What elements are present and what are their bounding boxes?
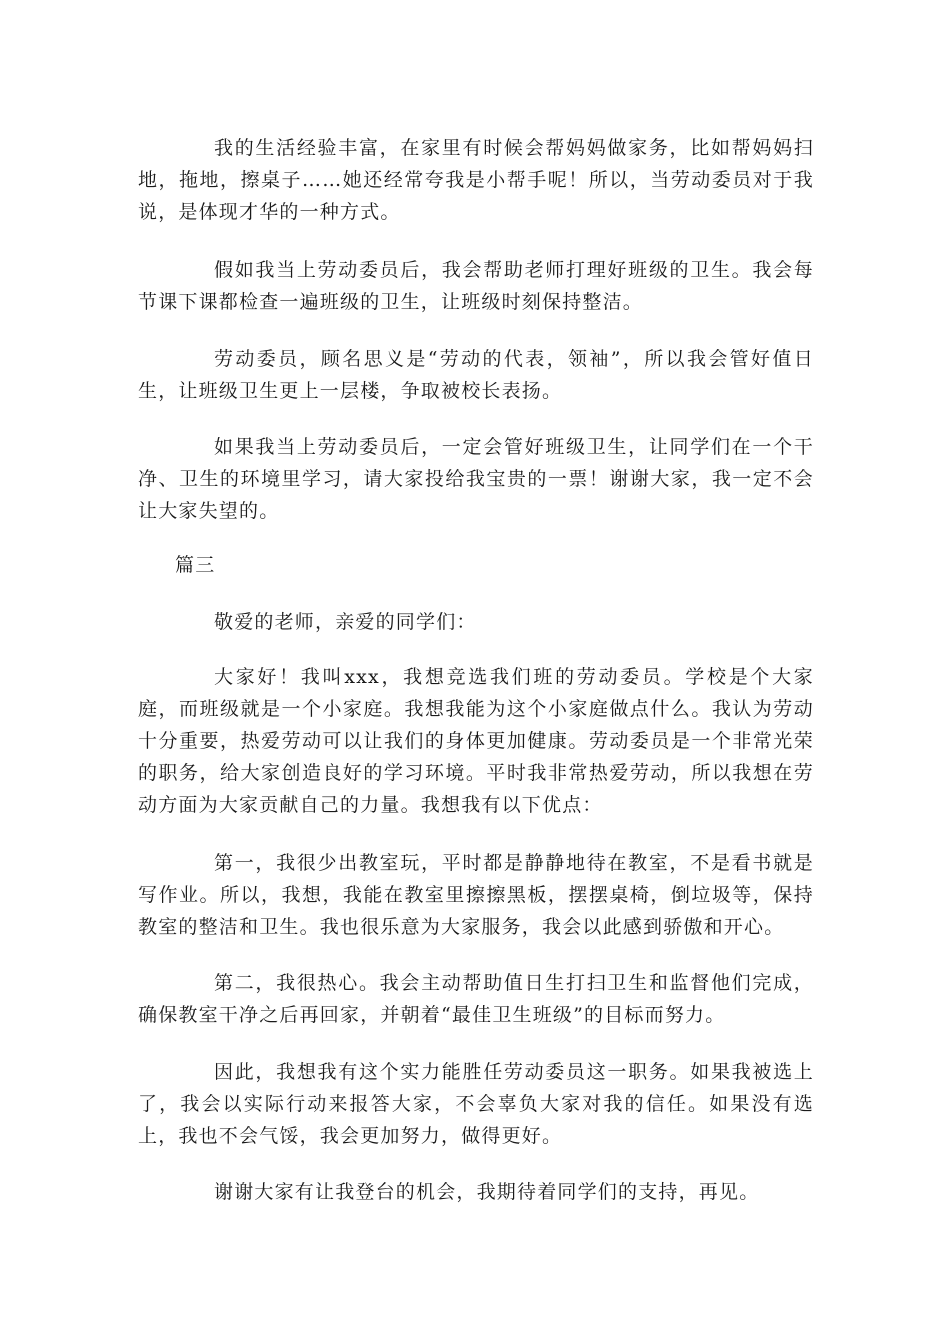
paragraph-second-point: 第二，我很热心。我会主动帮助值日生打扫卫生和监督他们完成，确保教室干净之后再回家，并朝着“最佳卫生班级”的目标而努力。	[138, 972, 814, 1026]
paragraph-vote-request: 如果我当上劳动委员后，一定会管好班级卫生，让同学们在一个干净、卫生的环境里学习，请大家投给我宝贵的一票！谢谢大家，我一定不会让大家失望的。	[138, 436, 814, 522]
paragraph-labor-committee-meaning: 劳动委员，顾名思义是“劳动的代表，领袖”，所以我会管好值日生，让班级卫生更上一层楼，争取被校长表扬。	[138, 348, 814, 402]
paragraph-salutation: 敬爱的老师，亲爱的同学们：	[214, 611, 477, 633]
paragraph-life-experience: 我的生活经验丰富，在家里有时候会帮妈妈做家务，比如帮妈妈扫地，拖地，擦桌子……她还经常夸我是小帮手呢！所以，当劳动委员对于我说，是体现才华的一种方式。	[138, 137, 814, 223]
paragraph-classroom-hygiene: 假如我当上劳动委员后，我会帮助老师打理好班级的卫生。我会每节课下课都检查一遍班级的卫生，让班级时刻保持整洁。	[138, 259, 814, 313]
paragraph-conclusion: 因此，我想我有这个实力能胜任劳动委员这一职务。如果我被选上了，我会以实际行动来报答大家，不会辜负大家对我的信任。如果没有选上，我也不会气馁，我会更加努力，做得更好。	[138, 1061, 814, 1147]
section-heading: 篇三	[175, 554, 216, 576]
paragraph-thanks: 谢谢大家有让我登台的机会，我期待着同学们的支持，再见。	[214, 1181, 760, 1203]
paragraph-introduction: 大家好！我叫xxx，我想竞选我们班的劳动委员。学校是个大家庭，而班级就是一个小家庭。我想我能为这个小家庭做点什么。我认为劳动十分重要，热爱劳动可以让我们的身体更加健康。劳动委员是一个非常光荣的职务，给大家创造良好的学习环境。平时我非常热爱劳动，所以我想在劳动方面为大家贡献自己的力量。我想我有以下优点：	[138, 666, 814, 816]
paragraph-first-point: 第一，我很少出教室玩，平时都是静静地待在教室，不是看书就是写作业。所以，我想，我能在教室里擦擦黑板，摆摆桌椅，倒垃圾等，保持教室的整洁和卫生。我也很乐意为大家服务，我会以此感到骄傲和开心。	[138, 852, 814, 938]
